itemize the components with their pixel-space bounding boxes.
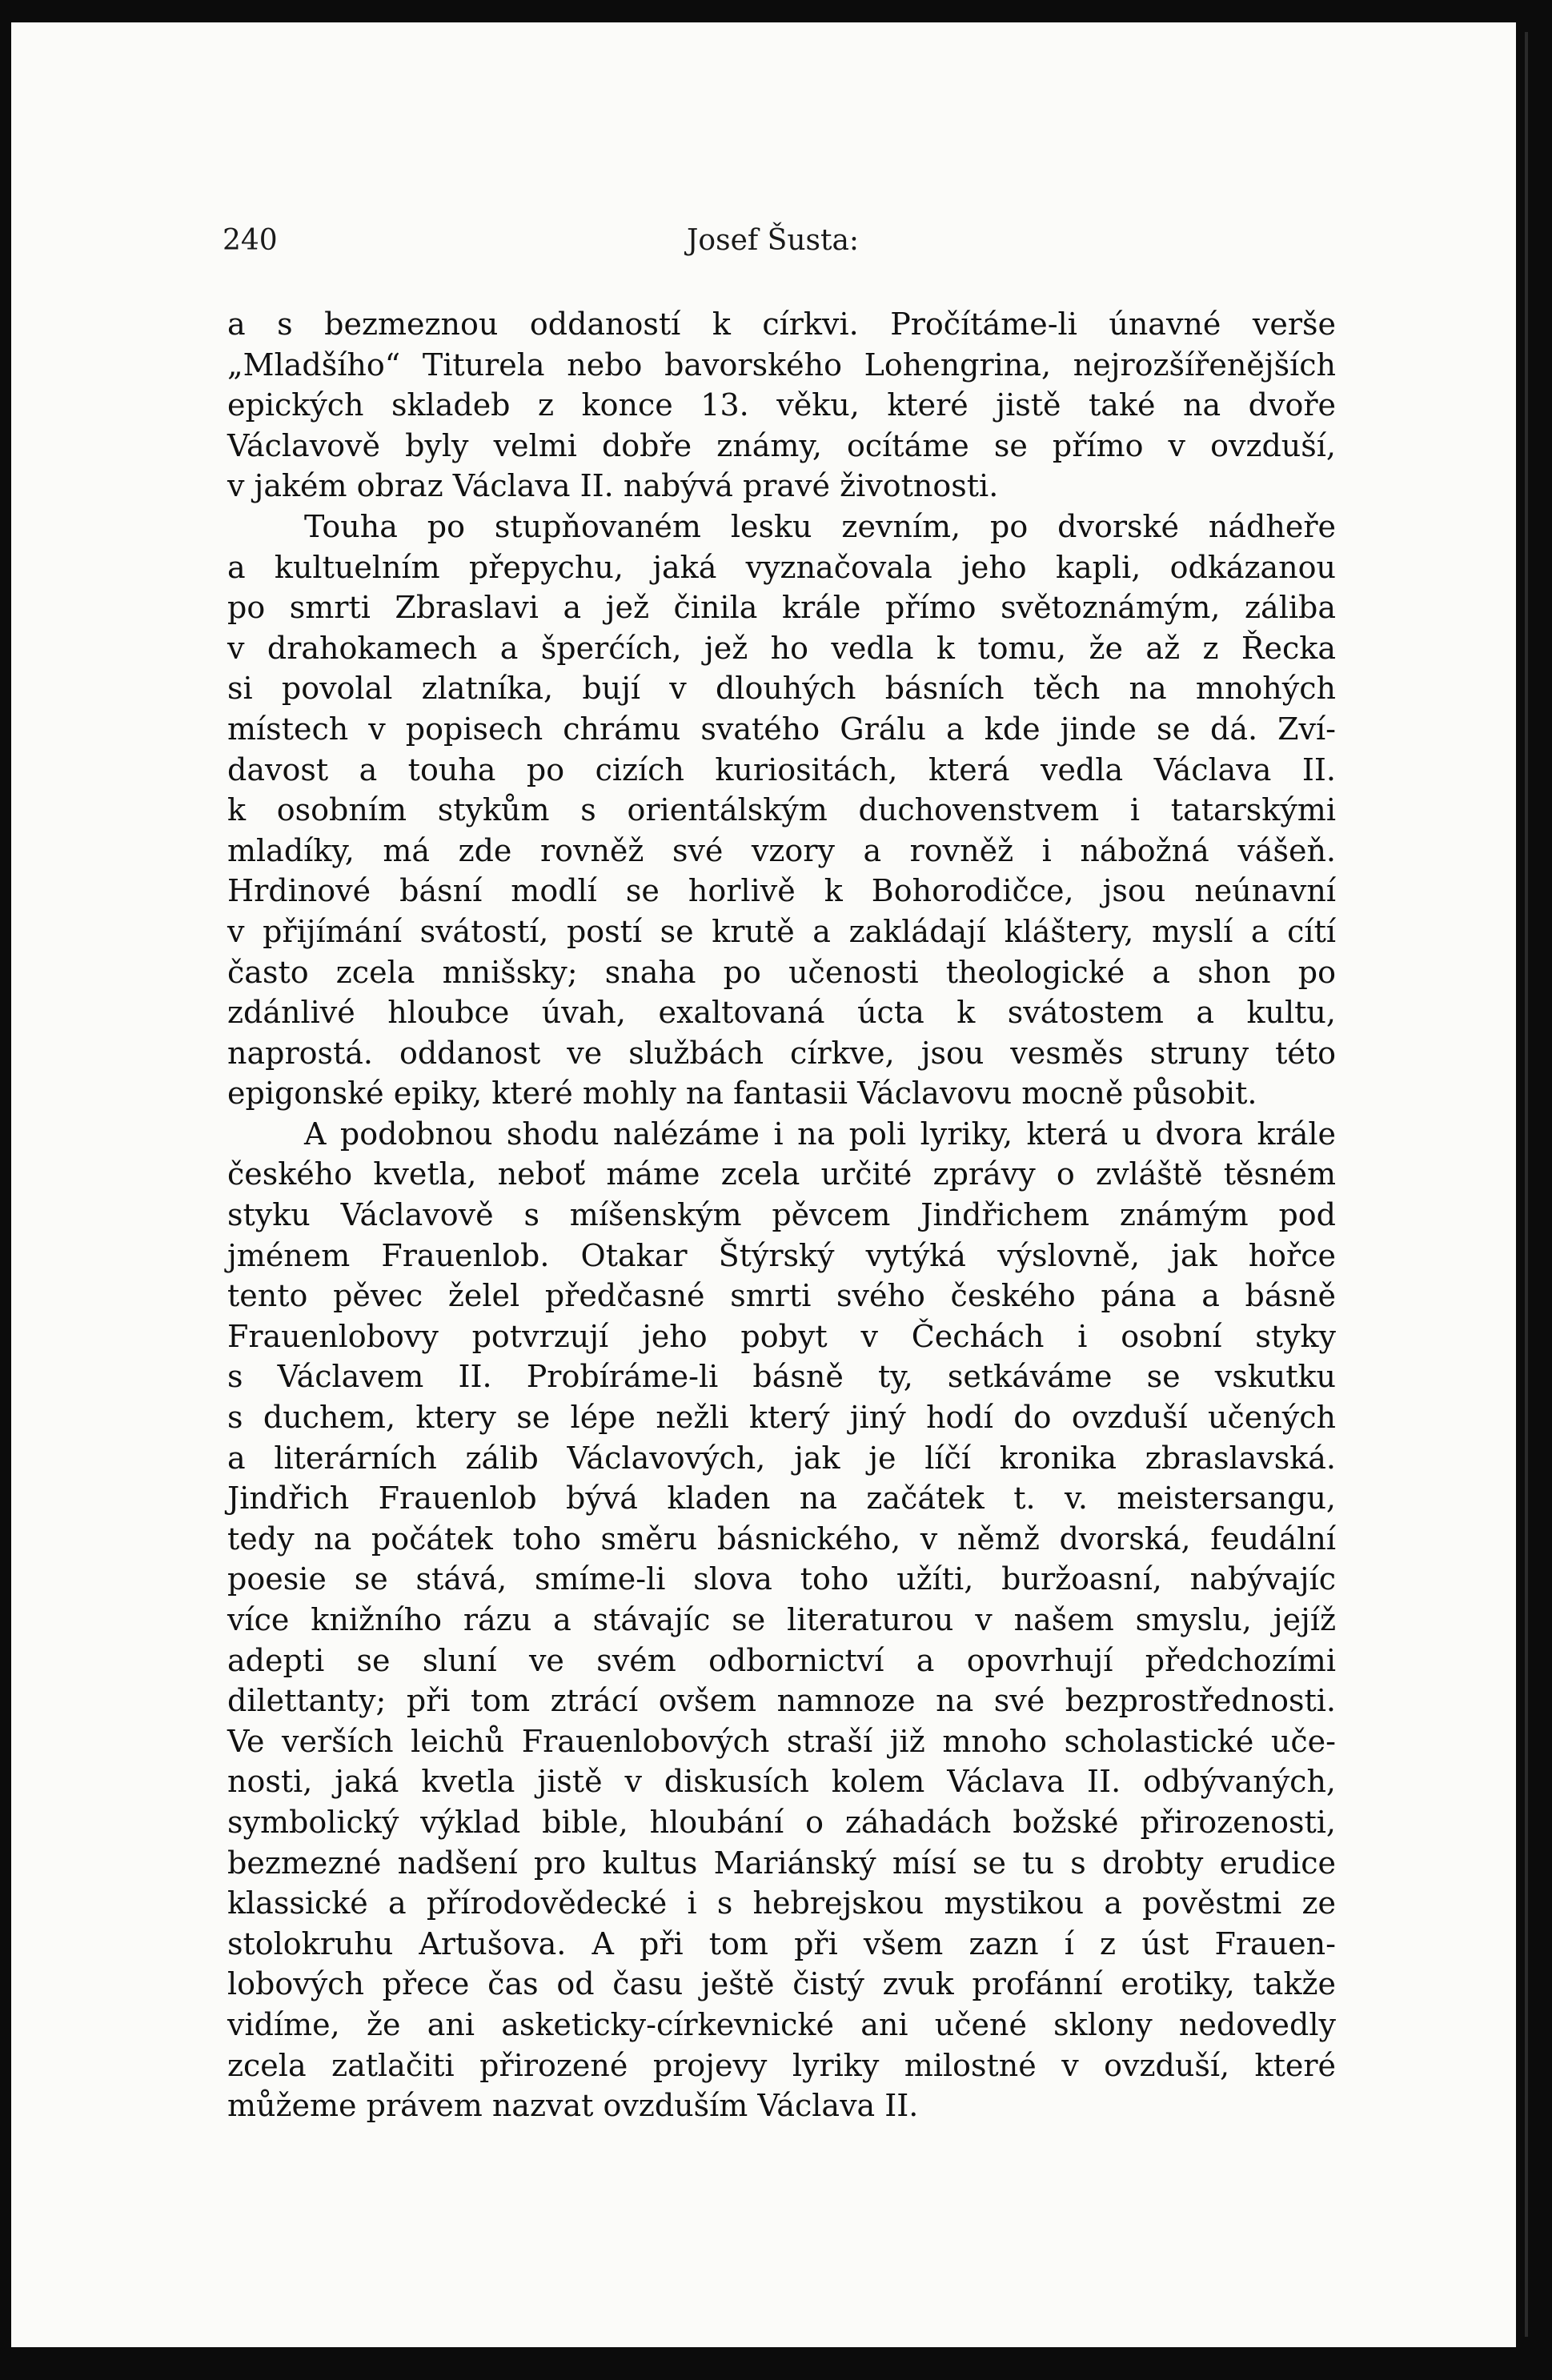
- page-header: [223, 224, 1331, 272]
- text-line: epických skladeb z konce 13. věku, které jistě také na dvoře: [227, 387, 1336, 423]
- text-line: Václavově byly velmi dobře známy, ocítáme se přímo v ovzduší,: [227, 427, 1336, 463]
- text-line: a literárních zálib Václavových, jak je líčí kronika zbraslavská.: [227, 1440, 1336, 1476]
- text-line: v přijímání svátostí, postí se krutě a zakládají kláštery, myslí a cítí: [227, 913, 1336, 949]
- text-line: dilettanty; při tom ztrácí ovšem namnoze na své bezprostřednosti.: [227, 1683, 1336, 1719]
- text-line: s duchem, ktery se lépe nežli který jiný hodí do ovzduší učených: [227, 1400, 1336, 1436]
- text-line: Touha po stupňovaném lesku zevním, po dvorské nádheře: [304, 508, 1336, 544]
- text-line: Jindřich Frauenlob bývá kladen na začátek t. v. meistersangu,: [227, 1480, 1336, 1517]
- text-line: lobových přece čas od času ještě čistý zvuk profánní erotiky, takže: [227, 1966, 1336, 2002]
- text-line: více knižního rázu a stávajíc se literaturou v našem smyslu, jejíž: [227, 1602, 1336, 1637]
- text-line: Frauenlobovy potvrzují jeho pobyt v Čechách i osobní styky: [227, 1318, 1336, 1354]
- text-line: tedy na počátek toho směru básnického, v němž dvorská, feudální: [227, 1521, 1336, 1557]
- text-line: zdánlivé hloubce úvah, exaltovaná úcta k svátostem a kultu,: [227, 995, 1336, 1031]
- text-line: v drahokamech a šperćích, jež ho vedla k tomu, že až z Řecka: [227, 630, 1336, 666]
- paragraph: [227, 507, 1336, 1114]
- text-line: klassické a přírodovědecké i s hebrejskou mystikou a pověstmi ze: [227, 1885, 1336, 1921]
- text-line: tento pěvec želel předčasné smrti svého českého pána a básně: [227, 1278, 1336, 1314]
- text-line: českého kvetla, neboť máme zcela určité zprávy o zvláště těsném: [227, 1156, 1336, 1192]
- text-line: poesie se stává, smíme-li slova toho užíti, buržoasní, nabývajíc: [227, 1561, 1336, 1597]
- text-line: Hrdinové básní modlí se horlivě k Bohorodičce, jsou neúnavní: [227, 873, 1336, 909]
- body-text: [227, 304, 1336, 2126]
- text-line: nosti, jaká kvetla jistě v diskusích kolem Václava II. odbývaných,: [227, 1764, 1336, 1800]
- text-line: místech v popisech chrámu svatého Grálu a kde jinde se dá. Zví-: [227, 711, 1336, 747]
- text-line: v jakém obraz Václava II. nabývá pravé životnosti.: [227, 468, 999, 504]
- text-line: Ve verších leichů Frauenlobových straší již mnoho scholastické uče-: [227, 1723, 1336, 1759]
- text-line: davost a touha po cizích kuriositách, která vedla Václava II.: [227, 751, 1336, 787]
- paragraph: [227, 304, 1336, 507]
- text-line: mladíky, má zde rovněž své vzory a rovněž i nábožná vášeň.: [227, 832, 1336, 868]
- text-line: naprostá. oddanost ve službách církve, jsou vesměs struny této: [227, 1035, 1336, 1071]
- text-line: epigonské epiky, které mohly na fantasii Václavovu mocně působit.: [227, 1076, 1257, 1112]
- text-line: a s bezmeznou oddaností k církvi. Pročítáme-li únavné verše: [227, 307, 1336, 342]
- scan-edge: [1525, 32, 1528, 2337]
- text-line: často zcela mnišsky; snaha po učenosti theologické a shon po: [227, 954, 1336, 990]
- text-line: adepti se sluní ve svém odbornictví a opovrhují předchozími: [227, 1642, 1336, 1678]
- running-head: Josef Šusta:: [687, 224, 860, 257]
- text-line: k osobním stykům s orientálským duchovenstvem i tatarskými: [227, 792, 1336, 828]
- text-line: bezmezné nadšení pro kultus Mariánský mísí se tu s drobty erudice: [227, 1845, 1336, 1881]
- text-line: a kultuelním přepychu, jaká vyznačovala jeho kapli, odkázanou: [227, 549, 1336, 585]
- text-line: „Mladšího“ Titurela nebo bavorského Lohengrina, nejrozšířenějších: [227, 347, 1336, 383]
- text-line: s Václavem II. Probírámе-li básně ty, setkáváme se vskutku: [227, 1359, 1336, 1395]
- text-line: můžeme právem nazvat ovzduším Václava II.: [227, 2088, 919, 2124]
- text-line: symbolický výklad bible, hloubání o záhadách božské přirozenosti,: [227, 1804, 1336, 1840]
- text-line: zcela zatlačiti přirozené projevy lyriky milostné v ovzduší, které: [227, 2047, 1336, 2083]
- text-line: po smrti Zbraslavi a jež činila krále přímo světoznámým, záliba: [227, 590, 1336, 626]
- text-line: jménem Frauenlob. Otakar Štýrský vytýká výslovně, jak hořce: [227, 1237, 1336, 1273]
- text-line: vidíme, že ani asketicky-církevnické ani učené sklony nedovedly: [227, 2006, 1336, 2042]
- page-number: 240: [223, 224, 278, 257]
- paragraph: [227, 1114, 1336, 2126]
- text-line: styku Václavově s míšenským pěvcem Jindřichem známým pod: [227, 1197, 1336, 1233]
- text-line: A podobnou shodu nalézáme i na poli lyriky, která u dvora krále: [304, 1116, 1336, 1152]
- text-line: si povolal zlatníka, bují v dlouhých básních těch na mnohých: [227, 671, 1336, 707]
- text-line: stolokruhu Artušova. A při tom při všem zazn í z úst Frauen-: [227, 1925, 1336, 1961]
